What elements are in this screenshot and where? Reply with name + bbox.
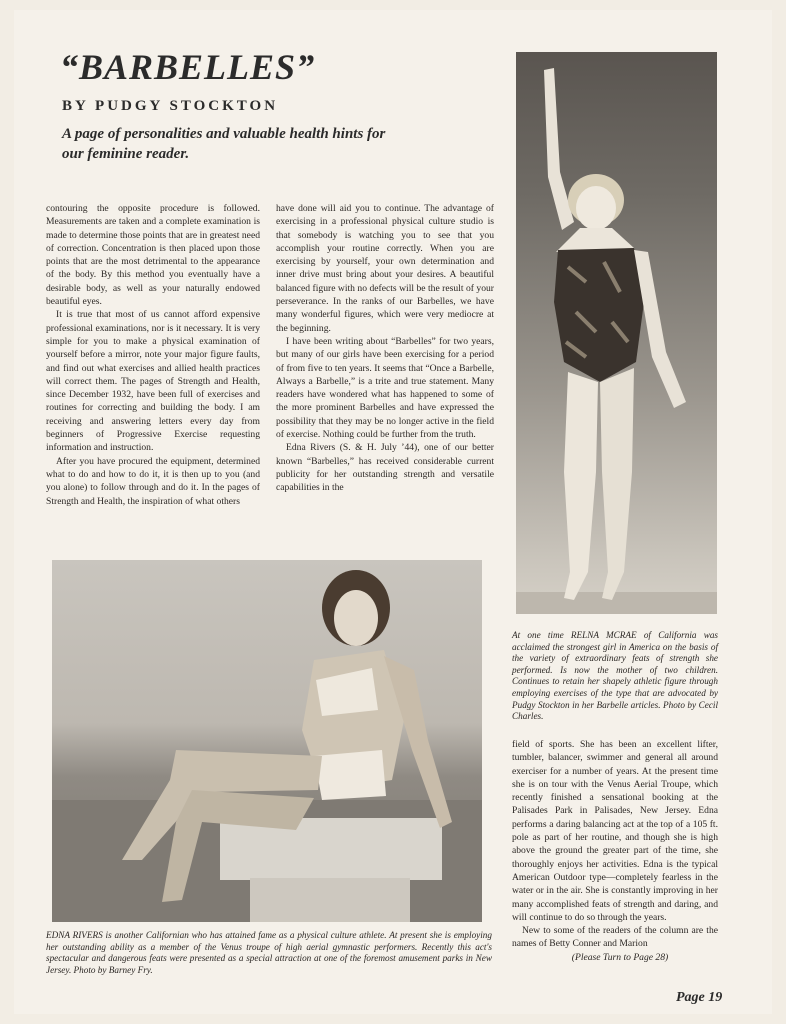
paragraph: have done will aid you to continue. The advantage of exercising in a professional physical culture studio is that somebody is watching you to see that you accomplish your routine correctly. When you are exercising by yourself, your own determination and inner drive must bring about your desires. A beautiful balanced figure with no defects will be the result of your perseverance. In the ranks of our Barbelles, we have many wonderful figures, which were very mediocre at the beginning. (276, 203, 494, 334)
page-number: Page 19 (676, 990, 723, 1005)
photo-edna-rivers (52, 560, 482, 922)
text-column-1 (46, 202, 260, 508)
photo-caption-right: At one time RELNA MCRAE of California was acclaimed the strongest girl in America on the basis of the variety of extraordinary feats of strength she performed. Is now the mother of two children. Continues to retain her shapely athletic figure through employing exercises of the type that are advocated by Pudgy Stockton in her Barbelle articles. Photo by Cecil Charles. (512, 630, 718, 722)
byline: BY PUDGY STOCKTON (62, 98, 279, 114)
turn-page-note: (Please Turn to Page 28) (571, 951, 669, 963)
paragraph: Edna Rivers (S. & H. July ’44), one of our better known “Barbelles,” has received considerable current publicity for her outstanding strength and versatile capabilities in the (276, 442, 494, 494)
paragraph: New to some of the readers of the column are the names of Betty Conner and Marion (512, 925, 718, 950)
paragraph: I have been writing about “Barbelles” for two years, but many of our girls have been exercising for a period of from five to ten years. It seems that “Once a Barbelle, Always a Barbelle,” is a trite and true statement. Many readers have wondered what has happened to some of the more prominent Barbelles and have expressed the possibility that they may be no longer active in the field of exercise. Nothing could be further from the truth. (276, 335, 494, 441)
text-column-2 (276, 202, 494, 495)
paragraph: After you have procured the equipment, determined what to do and how to do it, it is then up to you (and you alone) to follow through and do it. In the pages of Strength and Health, the inspiration of what others (46, 455, 260, 507)
subtitle: A page of personalities and valuable health hints for our feminine reader. (62, 126, 386, 162)
photo-relna-mcrae (516, 52, 717, 614)
article-title: “BARBELLES” (60, 47, 316, 87)
paragraph: It is true that most of us cannot afford expensive professional examinations, nor is it necessary. It is very simple for you to make a physical examination of yourself before a mirror, note your major figure faults, and find out what exercises and allied health practices will correct them. The pages of Strength and Health, since December 1932, have been full of exercises and routines for correcting and building the body. I am receiving and answering letters every day from beginners of Progressive Exercise requesting information and instruction. (46, 309, 260, 454)
standing-woman-illustration (516, 52, 717, 614)
text-column-3 (512, 738, 718, 964)
paragraph: contouring the opposite procedure is followed. Measurements are taken and a complete examination is made to determine those points that are in greatest need of correction. Concentration is then placed upon those points that are the most detrimental to the appearance of the body. By this method you eventually have a desirable body, as well as your naturally endowed beautiful eyes. (46, 203, 260, 308)
paragraph: field of sports. She has been an excellent lifter, tumbler, balancer, swimmer and general all around exerciser for a number of years. At the present time she is on tour with the Venus Aerial Troupe, which recently finished a sensational booking at the Palisades Park in Palisades, New Jersey. Edna performs a daring balancing act at the top of a 105 ft. pole as part of her routine, and though she is high above the ground the greater part of the time, she thoroughly enjoys her activities. Edna is the typical American Outdoor type—completely fearless in the water or in the air. She is constantly improving in her many accomplished feats of strength and daring, and will continue to do so through the years. (512, 739, 718, 923)
photo-caption-left: EDNA RIVERS is another Californian who has attained fame as a physical culture athlete. At present she is employing her outstanding ability as a member of the Venus troupe of high aerial gymnastic performers. Recently this act's spectacular and dangerous feats were presented as a special attraction at one of the foremost amusement parks in New Jersey. Photo by Barney Fry. (46, 930, 492, 975)
seated-woman-illustration (52, 560, 482, 922)
